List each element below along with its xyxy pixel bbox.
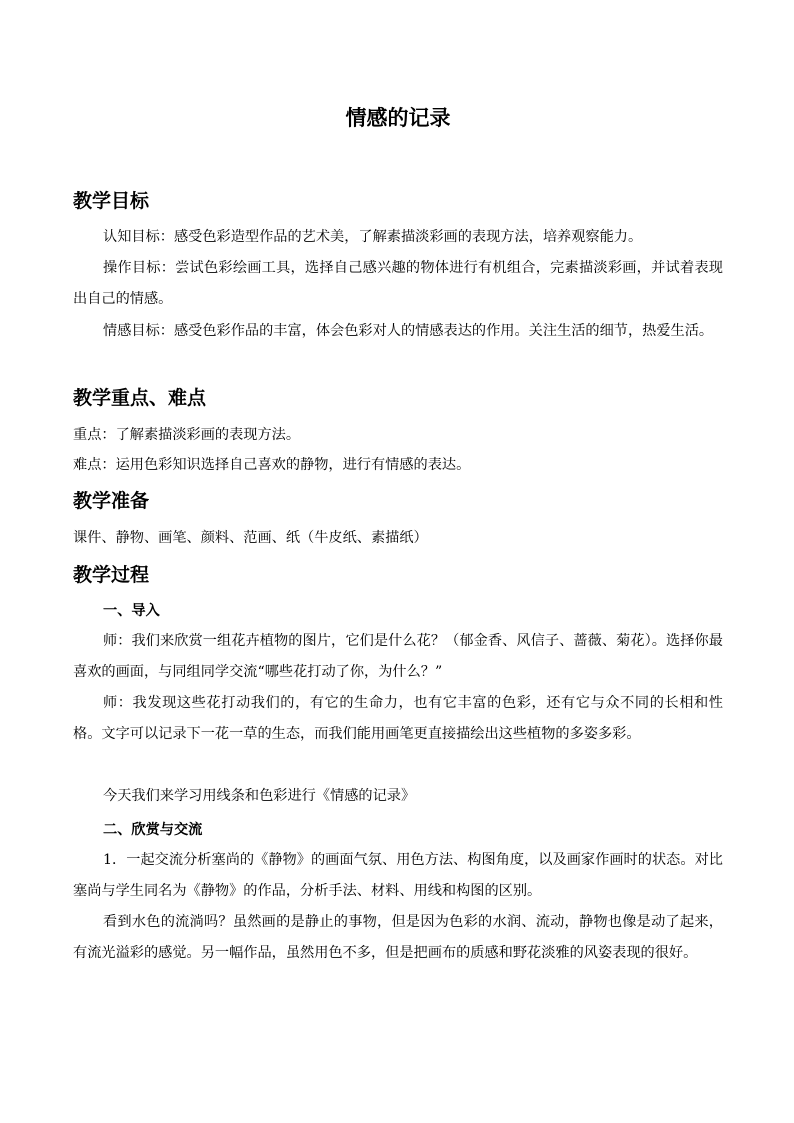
subheading-appreciation: 二、欣赏与交流 — [103, 822, 203, 838]
intro-paragraph-2: 师：我发现这些花打动我们的，有它的生命力，也有它丰富的色彩，还有它与众不同的长相和性格。文字可以记录下一花一草的生态，而我们能用画笔更直接描绘出这些植物的多姿多彩。 — [73, 695, 723, 742]
heading-keypoints: 教学重点、难点 — [73, 387, 207, 409]
appreciation-paragraph-1: 1．一起交流分析塞尚的《静物》的画面气氛、用色方法、构图角度，以及画家作画时的状态。对比塞尚与学生同名为《静物》的作品，分析手法、材料、用线和构图的区别。 — [73, 852, 723, 899]
heading-process: 教学过程 — [73, 564, 150, 586]
goal-cognitive: 认知目标：感受色彩造型作品的艺术美，了解素描淡彩画的表现方法，培养观察能力。 — [103, 229, 643, 245]
heading-goals: 教学目标 — [73, 190, 150, 212]
keypoint-focus: 重点：了解素描淡彩画的表现方法。 — [73, 427, 301, 443]
intro-paragraph-1: 师：我们来欣赏一组花卉植物的图片，它们是什么花？（郁金香、风信子、蔷薇、菊花）。选择你最喜欢的画面，与同组同学交流“哪些花打动了你，为什么？” — [73, 633, 723, 680]
goal-emotion: 情感目标：感受色彩作品的丰富，体会色彩对人的情感表达的作用。关注生活的细节，热爱生活。 — [103, 323, 714, 339]
appreciation-paragraph-2: 看到水色的流淌吗？虽然画的是静止的事物，但是因为色彩的水润、流动，静物也像是动了起来，有流光溢彩的感觉。另一幅作品，虽然用色不多，但是把画布的质感和野花淡雅的风姿表现的很好。 — [73, 914, 723, 961]
page-title: 情感的记录 — [345, 105, 451, 130]
intro-paragraph-3: 今天我们来学习用线条和色彩进行《情感的记录》 — [103, 788, 416, 804]
prep-materials: 课件、静物、画笔、颜料、范画、纸（牛皮纸、素描纸） — [73, 530, 428, 546]
goal-operation: 操作目标：尝试色彩绘画工具，选择自己感兴趣的物体进行有机组合，完素描淡彩画，并试着表现出自己的情感。 — [73, 260, 723, 307]
subheading-intro: 一、导入 — [103, 603, 160, 619]
keypoint-difficulty: 难点：运用色彩知识选择自己喜欢的静物，进行有情感的表达。 — [73, 457, 471, 473]
heading-prep: 教学准备 — [73, 490, 150, 512]
